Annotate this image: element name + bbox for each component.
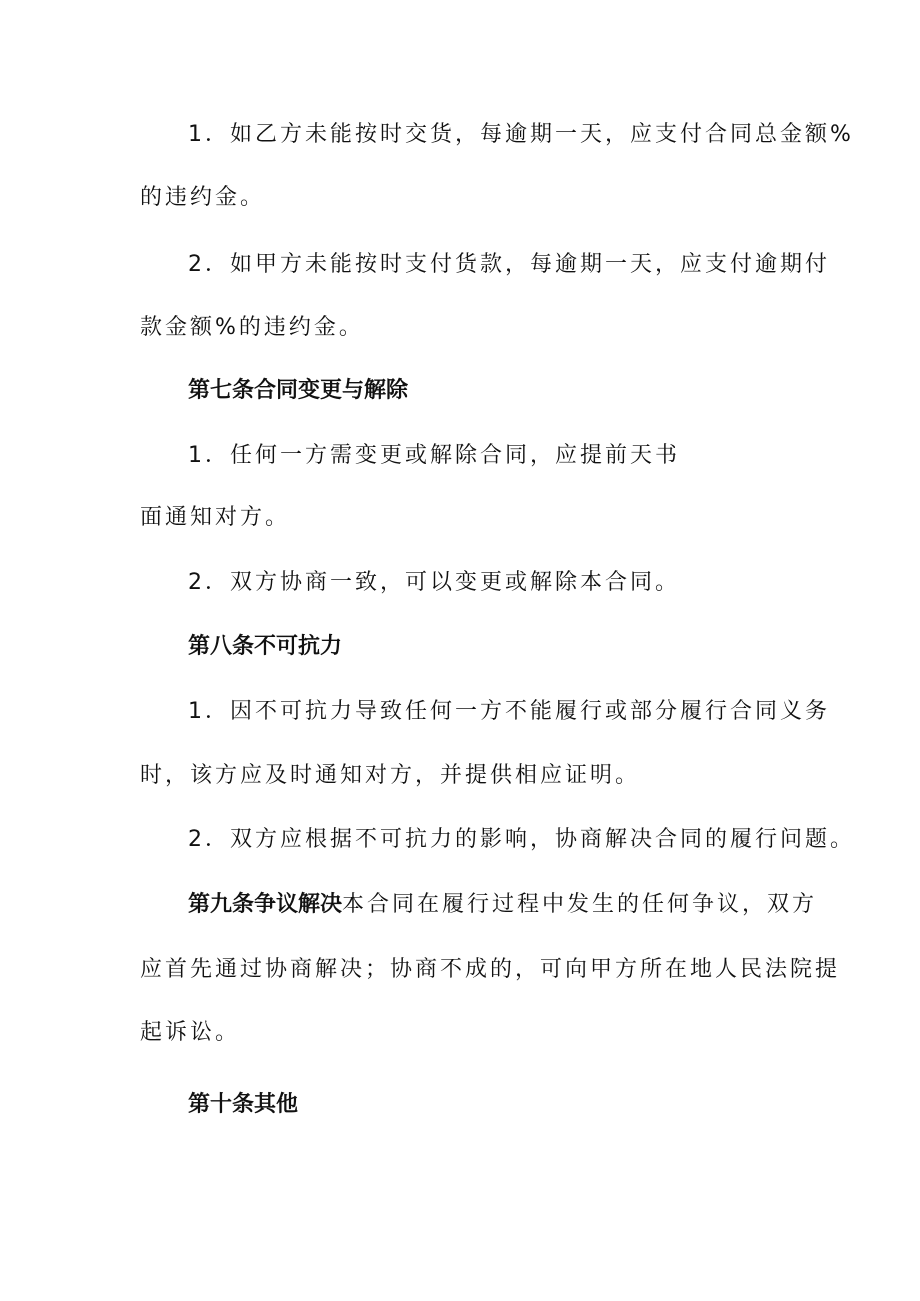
clause-8-item-1-line-2: 时，该方应及时通知对方，并提供相应证明。 (140, 763, 641, 788)
clause-8-item-1-line-1: 1．因不可抗力导致任何一方不能履行或部分履行合同义务 (188, 699, 830, 724)
clause-8-item-2: 2．双方应根据不可抗力的影响，协商解决合同的履行问题。 (188, 827, 855, 852)
clause-9-text: 本合同在履行过程中发生的任何争议，双方 (342, 892, 818, 917)
clause-9-line-3: 起诉讼。 (140, 1020, 241, 1045)
clause-7-item-2: 2．双方协商一致，可以变更或解除本合同。 (188, 570, 680, 595)
clause-7-item-1-line-2: 面通知对方。 (140, 505, 291, 530)
clause-7-heading: 第七条合同变更与解除 (188, 378, 409, 403)
clause-9-line-2: 应首先通过协商解决；协商不成的，可向甲方所在地人民法院提 (140, 957, 841, 982)
clause-10-heading: 第十条其他 (188, 1092, 299, 1117)
clause-6-item-1-line-2: 的违约金。 (140, 185, 266, 210)
clause-8-heading: 第八条不可抗力 (188, 634, 343, 659)
clause-7-item-1-line-1: 1．任何一方需变更或解除合同，应提前天书 (188, 443, 680, 468)
clause-6-item-1-line-1: 1．如乙方未能按时交货，每逾期一天，应支付合同总金额% (188, 122, 854, 147)
clause-9-heading: 第九条争议解决 (188, 892, 343, 917)
clause-6-item-2-line-1: 2．如甲方未能按时支付货款，每逾期一天，应支付逾期付 (188, 252, 830, 277)
clause-9-line-1 (188, 890, 817, 920)
clause-6-item-2-line-2: 款金额%的违约金。 (140, 315, 364, 340)
